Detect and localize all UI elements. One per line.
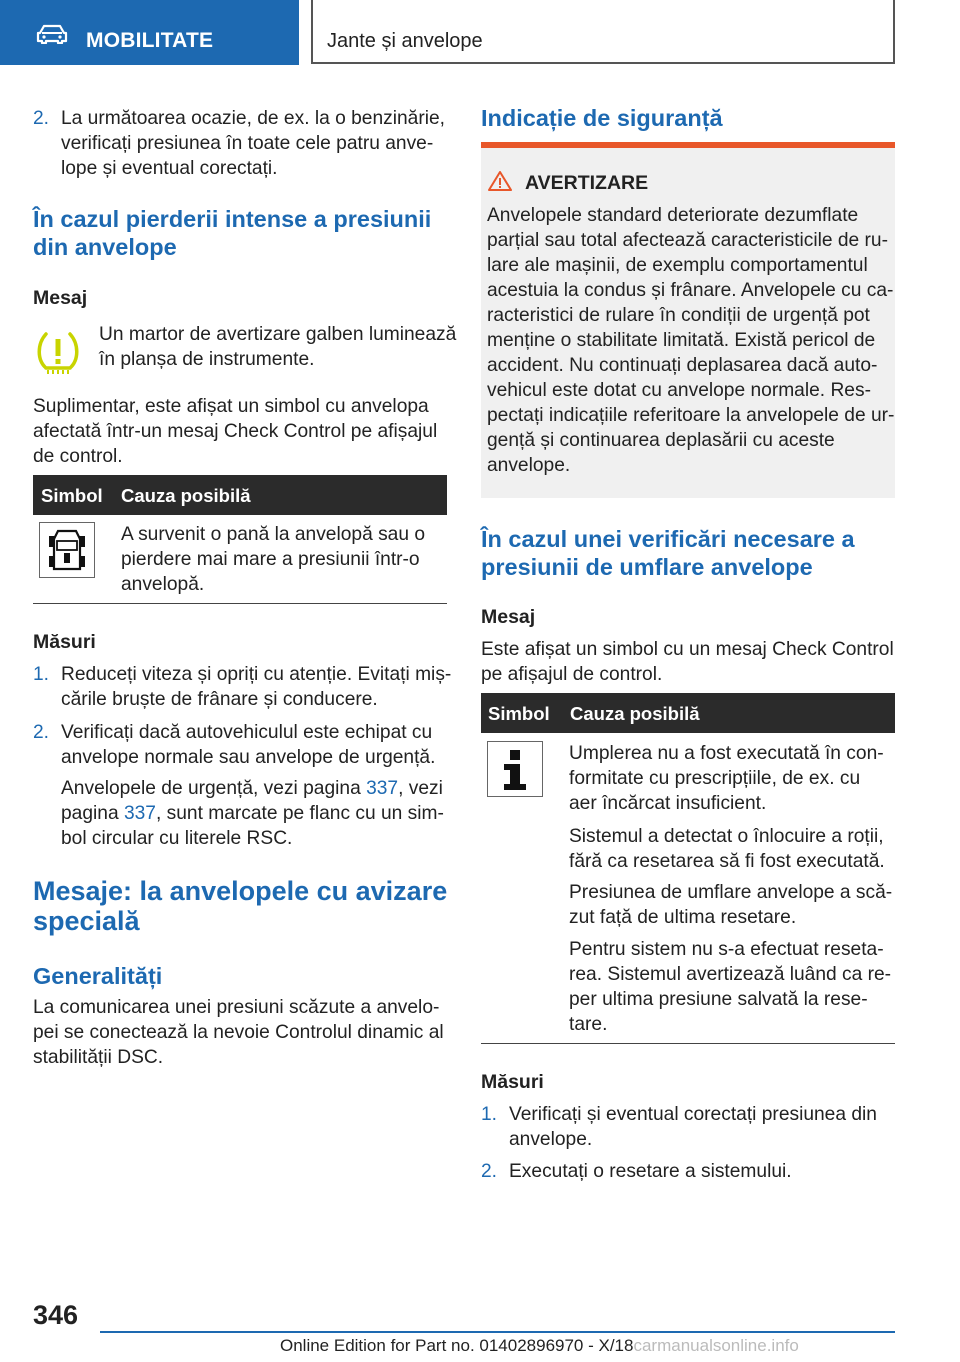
page-link[interactable]: 337 [366, 778, 399, 799]
col-symbol: Simbol [41, 485, 103, 506]
measure-2-note: Anvelopele de urgență, vezi pagina 337, vezi pagina 337, sunt marcate pe flanc cu un sim- bol circular cu literele RSC. [61, 778, 444, 849]
table-row-cause-3: Presiunea de umflare anvelope a scă- zut față de ultima resetare. [569, 882, 893, 928]
table-bottom-rule [33, 603, 447, 604]
measure-2: Executați o resetare a sistemului. [509, 1161, 792, 1182]
car-icon [36, 24, 68, 44]
step-text: La următoarea ocazie, de ex. la o benzinărie, verificați presiunea în toate cele patru anve- lope și eventual corectați. [61, 108, 445, 179]
table-row-cause: A survenit o pană la anvelopă sau o pierdere mai mare a presiunii într-o anvelopă. [121, 524, 426, 595]
col-cause: Cauza posibilă [121, 485, 251, 506]
table-row-icon-cell [487, 741, 543, 797]
footer-text [280, 1336, 799, 1356]
table-row-cause-4: Pentru sistem nu s-a efectuat reseta- rea. Sistemul avertizează luând ca re- per ultima presiune salvată la rese- tare. [569, 939, 892, 1035]
step-number: 2. [33, 722, 50, 743]
warning-title: AVERTIZARE [525, 172, 649, 194]
section-tab[interactable] [0, 0, 299, 65]
heading-safety: Indicație de siguranță [481, 105, 723, 131]
measure-1: Verificați și eventual corectați presiunea din anvelope. [509, 1104, 877, 1150]
warning-lamp-description: Un martor de avertizare galben luminează în planșa de instrumente. [99, 324, 457, 370]
mesaj-text: Este afișat un simbol cu un mesaj Check Control pe afișajul de control. [481, 639, 894, 685]
table-row-cause-2: Sistemul a detectat o înlocuire a roții, fără ca resetarea să fi fost executată. [569, 826, 885, 872]
measure-2: Verificați dacă autovehiculul este echipat cu anvelope normale sau anvelope de urgență. [61, 722, 436, 768]
step-number: 1. [481, 1104, 498, 1125]
col-cause: Cauza posibilă [570, 703, 700, 724]
watermark: carmanualsonline.info [633, 1336, 799, 1355]
tire-car-icon [40, 523, 94, 577]
section-label: MOBILITATE [86, 29, 214, 52]
heading-special-tires: Mesaje: la anvelopele cu avizare specială [33, 876, 448, 936]
footer-rule [100, 1331, 895, 1333]
table-header [481, 693, 895, 733]
mesaj-label: Mesaj [481, 606, 536, 628]
edition-text: Online Edition for Part no. 01402896970 - X/18 [280, 1336, 634, 1355]
table-header [33, 475, 447, 515]
step-number: 2. [481, 1161, 498, 1182]
table-row-cause-1: Umplerea nu a fost executată în con- formitate cu prescripțiile, de ex. cu aer încărcat insuficient. [569, 743, 884, 814]
supplement-text: Suplimentar, este afișat un simbol cu anvelopa afectată într-un mesaj Check Control pe afișajul de control. [33, 396, 438, 467]
col-symbol: Simbol [488, 703, 550, 724]
table-bottom-rule [481, 1043, 895, 1044]
heading-pressure-loss: În cazul pierderii intense a presiunii din anvelope [33, 206, 432, 260]
measure-1: Reduceți viteza și opriți cu atenție. Evitați miș- cările bruște de frânare și conducere. [61, 664, 452, 710]
heading-check-pressure: În cazul unei verificări necesare a presiunii de umflare anvelope [481, 526, 855, 580]
heading-general: Generalități [33, 963, 163, 989]
step-number: 2. [33, 108, 50, 129]
chapter-tab[interactable] [311, 0, 895, 64]
table-row-icon-cell [39, 522, 95, 578]
masuri-label: Măsuri [481, 1071, 544, 1093]
warning-triangle-icon [487, 170, 513, 192]
step-number: 1. [33, 664, 50, 685]
mesaj-label: Mesaj [33, 287, 88, 309]
info-icon [488, 742, 542, 796]
page-link[interactable]: 337 [123, 803, 156, 824]
warning-text: Anvelopele standard deteriorate dezumflate parțial sau total afectează caracteristicile de ru- lare ale mașinii, de exemplu comportamentul acestuia la condus și frânare. Anvelopele cu ca- racteristici de rulare în condiții de urgență pot menține o stabilitate limitată. Există pericol de accident. Nu continuați deplasarea dacă auto- vehicul este dotat cu anvelope normale. Res- pectați indicațiile referitoare la anvelopele de ur- gență și continuarea deplasării cu aceste anvelope. [487, 205, 895, 476]
masuri-label: Măsuri [33, 631, 96, 653]
chapter-label: Jante și anvelope [327, 30, 483, 52]
general-text: La comunicarea unei presiuni scăzute a anvelo- pei se conectează la nevoie Controlul dinamic al stabilității DSC. [33, 997, 444, 1068]
tire-pressure-warning-lamp-icon [37, 330, 79, 374]
page-number: 346 [33, 1300, 79, 1330]
